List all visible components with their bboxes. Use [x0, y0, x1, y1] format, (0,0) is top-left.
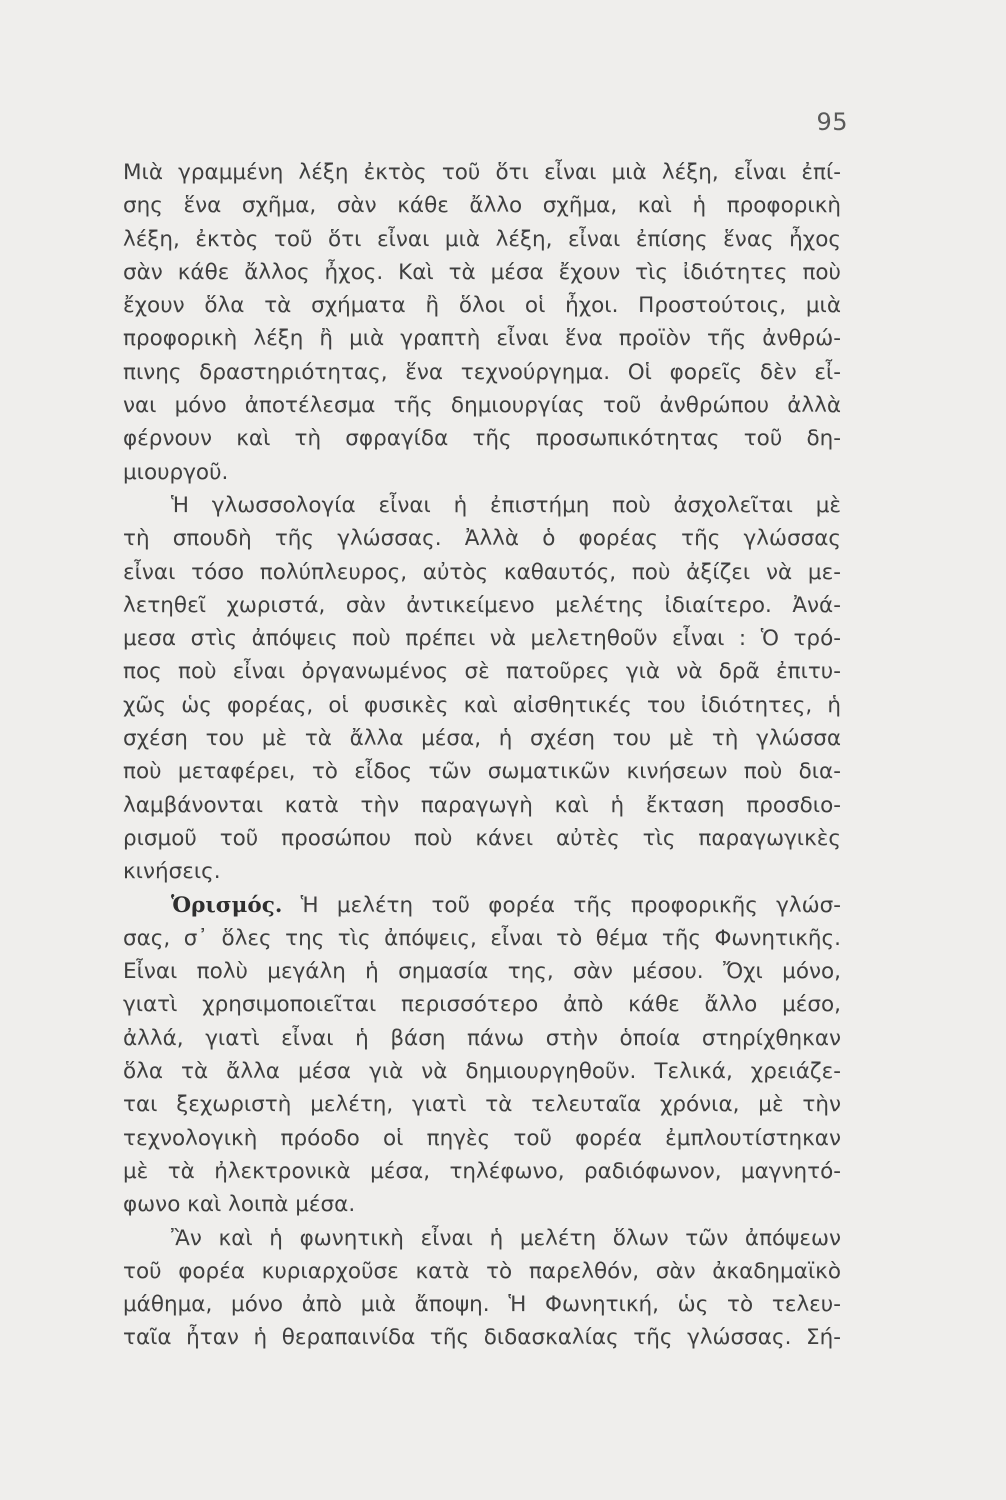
text-line: τεχνολογικὴ πρόοδο οἱ πηγὲς τοῦ φορέα ἐμπλουτίστηκαν [123, 1125, 841, 1151]
text-line: ται ξεχωριστὴ μελέτη, γιατὶ τὰ τελευταῖα χρόνια, μὲ τὴν [123, 1092, 841, 1118]
paragraph-2 [123, 489, 841, 889]
text-line: χῶς ὡς φορέας, οἱ φυσικὲς καὶ αἰσθητικές του ἰδιότητες, ἡ [123, 692, 841, 718]
text-line [123, 889, 841, 922]
text-line: ποὺ μεταφέρει, τὸ εἶδος τῶν σωματικῶν κινήσεων ποὺ δια- [123, 759, 841, 785]
text-line: ὅλα τὰ ἄλλα μέσα γιὰ νὰ δημιουργηθοῦν. Τελικά, χρειάζε- [123, 1059, 841, 1085]
text-line: φωνο καὶ λοιπὰ μέσα. [123, 1192, 356, 1218]
text-line: μεσα στὶς ἀπόψεις ποὺ πρέπει νὰ μελετηθοῦν εἶναι : Ὁ τρό- [123, 626, 841, 652]
text-line: μιουργοῦ. [123, 459, 229, 485]
text-line: κινήσεις. [123, 859, 221, 885]
paragraph-4 [123, 1222, 841, 1355]
text-line: Εἶναι πολὺ μεγάλη ἡ σημασία της, σὰν μέσου. Ὄχι μόνο, [123, 959, 841, 985]
text-line: ἔχουν ὅλα τὰ σχήματα ἢ ὅλοι οἱ ἦχοι. Προστούτοις, μιὰ [123, 293, 841, 319]
text-line: τοῦ φορέα κυριαρχοῦσε κατὰ τὸ παρελθόν, σὰν ἀκαδημαϊκὸ [123, 1258, 841, 1284]
text-line: πινης δραστηριότητας, ἕνα τεχνούργημα. Οἱ φορεῖς δὲν εἶ- [123, 359, 841, 385]
text-line: Ἂν καὶ ἡ φωνητικὴ εἶναι ἡ μελέτη ὅλων τῶν ἀπόψεων [171, 1225, 841, 1251]
paragraph-3 [123, 889, 841, 1222]
body-text [123, 156, 841, 1355]
text-line: ταῖα ἦταν ἡ θεραπαινίδα τῆς διδασκαλίας τῆς γλώσσας. Σή- [123, 1325, 841, 1351]
text-line: σὰν κάθε ἄλλος ἦχος. Καὶ τὰ μέσα ἔχουν τὶς ἰδιότητες ποὺ [123, 259, 841, 285]
text-line: τὴ σπουδὴ τῆς γλώσσας. Ἀλλὰ ὁ φορέας τῆς γλώσσας [123, 526, 841, 552]
text-line: λετηθεῖ χωριστά, σὰν ἀντικείμενο μελέτης ἰδιαίτερο. Ἀνά- [123, 592, 841, 618]
text-line: μάθημα, μόνο ἀπὸ μιὰ ἄποψη. Ἡ Φωνητική, ὡς τὸ τελευ- [123, 1292, 841, 1318]
page-number: 95 [816, 108, 848, 136]
text-line: εἶναι τόσο πολύπλευρος, αὐτὸς καθαυτός, ποὺ ἀξίζει νὰ με- [123, 559, 841, 585]
text-line: σης ἕνα σχῆμα, σὰν κάθε ἄλλο σχῆμα, καὶ ἡ προφορικὴ [123, 193, 841, 219]
text-line: προφορικὴ λέξη ἢ μιὰ γραπτὴ εἶναι ἕνα προϊὸν τῆς ἀνθρώ- [123, 326, 841, 352]
text-line: φέρνουν καὶ τὴ σφραγίδα τῆς προσωπικότητας τοῦ δη- [123, 426, 841, 452]
text-line: λέξη, ἐκτὸς τοῦ ὅτι εἶναι μιὰ λέξη, εἶναι ἐπίσης ἕνας ἦχος [123, 226, 841, 252]
text-line: ρισμοῦ τοῦ προσώπου ποὺ κάνει αὐτὲς τὶς παραγωγικὲς [123, 825, 841, 851]
text-line: λαμβάνονται κατὰ τὴν παραγωγὴ καὶ ἡ ἔκταση προσδιο- [123, 792, 841, 818]
text-line: πος ποὺ εἶναι ὀργανωμένος σὲ πατοῦρες γιὰ νὰ δρᾶ ἐπιτυ- [123, 659, 841, 685]
text-line: σχέση του μὲ τὰ ἄλλα μέσα, ἡ σχέση του μὲ τὴ γλώσσα [123, 726, 841, 752]
text-line: ἀλλά, γιατὶ εἶναι ἡ βάση πάνω στὴν ὁποία στηρίχθηκαν [123, 1025, 841, 1051]
paragraph-1 [123, 156, 841, 489]
text-line: μὲ τὰ ἠλεκτρονικὰ μέσα, τηλέφωνο, ραδιόφωνον, μαγνητό- [123, 1158, 841, 1184]
text-line: σας, σ᾽ ὅλες της τὶς ἀπόψεις, εἶναι τὸ θέμα τῆς Φωνητικῆς. [123, 925, 841, 951]
text-line-rest: Ἡ μελέτη τοῦ φορέα τῆς προφορικῆς γλώσ- [282, 892, 841, 918]
text-line: γιατὶ χρησιμοποιεῖται περισσότερο ἀπὸ κάθε ἄλλο μέσο, [123, 992, 841, 1018]
text-line: ναι μόνο ἀποτέλεσμα τῆς δημιουργίας τοῦ ἀνθρώπου ἀλλὰ [123, 393, 841, 419]
text-line: Μιὰ γραμμένη λέξη ἐκτὸς τοῦ ὅτι εἶναι μιὰ λέξη, εἶναι ἐπί- [123, 160, 841, 185]
section-heading: Ὁρισμός. [171, 892, 283, 918]
text-line: Ἡ γλωσσολογία εἶναι ἡ ἐπιστήμη ποὺ ἀσχολεῖται μὲ [171, 492, 841, 518]
